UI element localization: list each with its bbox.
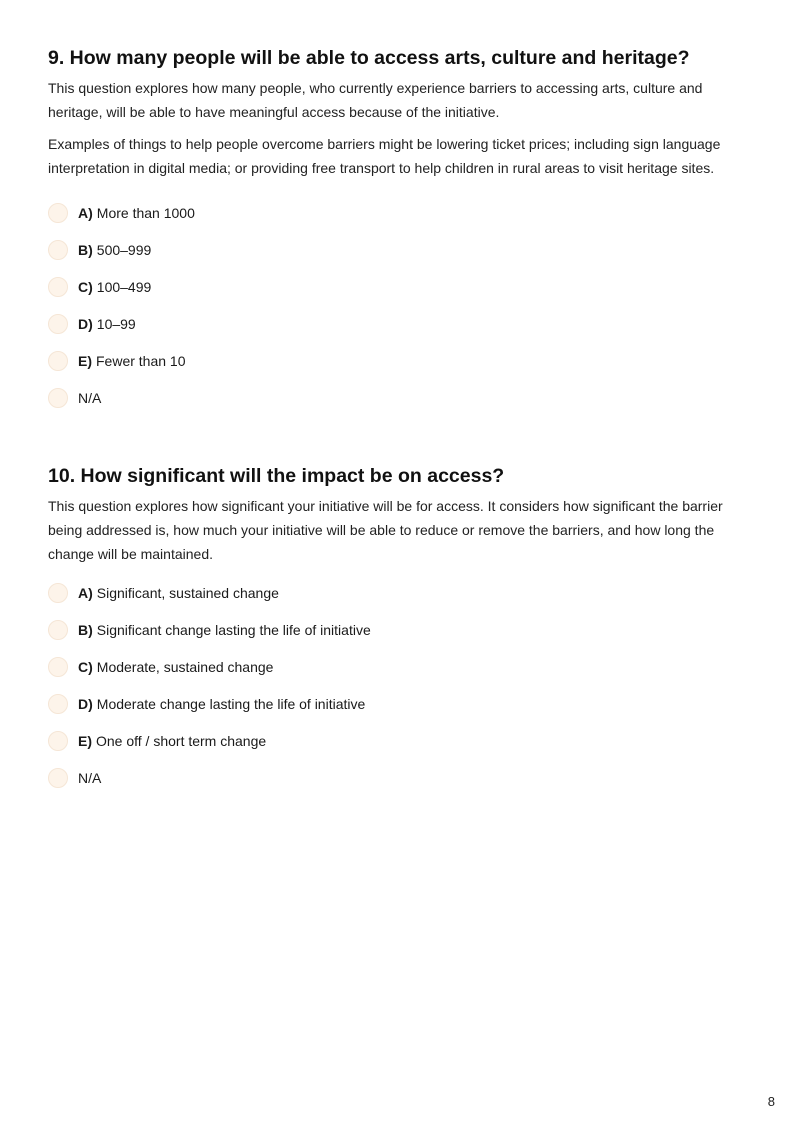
- option-label: 10–99: [96, 315, 136, 332]
- question-10-options: [48, 574, 760, 796]
- option-label: Fewer than 10: [96, 352, 186, 369]
- option-10c[interactable]: [48, 648, 760, 685]
- option-letter: D): [78, 315, 93, 332]
- option-letter: E): [78, 352, 92, 369]
- radio-button[interactable]: [48, 768, 68, 788]
- option-label: One off / short term change: [96, 732, 267, 749]
- option-letter: A): [78, 204, 93, 221]
- option-9b[interactable]: [48, 231, 760, 268]
- option-10d[interactable]: [48, 685, 760, 722]
- option-9a[interactable]: [48, 194, 760, 231]
- radio-button[interactable]: [48, 203, 68, 223]
- radio-button[interactable]: [48, 314, 68, 334]
- option-9c[interactable]: [48, 268, 760, 305]
- page-number: 8: [767, 1094, 775, 1109]
- option-9-na[interactable]: [48, 379, 760, 416]
- option-label: Moderate, sustained change: [96, 658, 274, 675]
- question-9-examples: Examples of things to help people overcome barriers might be lowering ticket prices; including sign language interpretation in digital media; or providing free transport to help children in rural areas to visit heritage sites.: [48, 136, 721, 176]
- option-letter: E): [78, 732, 92, 749]
- option-letter: B): [78, 241, 93, 258]
- radio-button[interactable]: [48, 583, 68, 603]
- question-9-description: This question explores how many people, who currently experience barriers to accessing arts, culture and heritage, will be able to have meaningful access because of the initiative.: [48, 80, 703, 120]
- radio-button[interactable]: [48, 351, 68, 371]
- radio-button[interactable]: [48, 240, 68, 260]
- option-letter: A): [78, 584, 93, 601]
- radio-button[interactable]: [48, 277, 68, 297]
- option-label: N/A: [78, 389, 102, 406]
- option-label: Moderate change lasting the life of initiative: [96, 695, 366, 712]
- option-10b[interactable]: [48, 611, 760, 648]
- option-10e[interactable]: [48, 722, 760, 759]
- option-label: More than 1000: [96, 204, 195, 221]
- question-10-description: This question explores how significant your initiative will be for access. It considers how significant the barrier being addressed is, how much your initiative will be able to reduce or remove the barriers, and how long the change will be maintained.: [48, 498, 723, 562]
- question-9: [48, 44, 760, 416]
- option-10-na[interactable]: [48, 759, 760, 796]
- question-9-title: 9. How many people will be able to access arts, culture and heritage?: [48, 47, 690, 69]
- radio-button[interactable]: [48, 388, 68, 408]
- option-9e[interactable]: [48, 342, 760, 379]
- option-letter: C): [78, 658, 93, 675]
- option-label: Significant change lasting the life of initiative: [96, 621, 371, 638]
- question-10: [48, 462, 760, 796]
- radio-button[interactable]: [48, 657, 68, 677]
- option-label: N/A: [78, 769, 102, 786]
- radio-button[interactable]: [48, 620, 68, 640]
- option-letter: D): [78, 695, 93, 712]
- question-9-options: [48, 194, 760, 416]
- option-10a[interactable]: [48, 574, 760, 611]
- question-10-title: 10. How significant will the impact be on access?: [48, 465, 505, 487]
- option-letter: C): [78, 278, 93, 295]
- option-label: 100–499: [96, 278, 152, 295]
- option-label: 500–999: [96, 241, 152, 258]
- radio-button[interactable]: [48, 694, 68, 714]
- option-letter: B): [78, 621, 93, 638]
- option-label: Significant, sustained change: [96, 584, 279, 601]
- option-9d[interactable]: [48, 305, 760, 342]
- radio-button[interactable]: [48, 731, 68, 751]
